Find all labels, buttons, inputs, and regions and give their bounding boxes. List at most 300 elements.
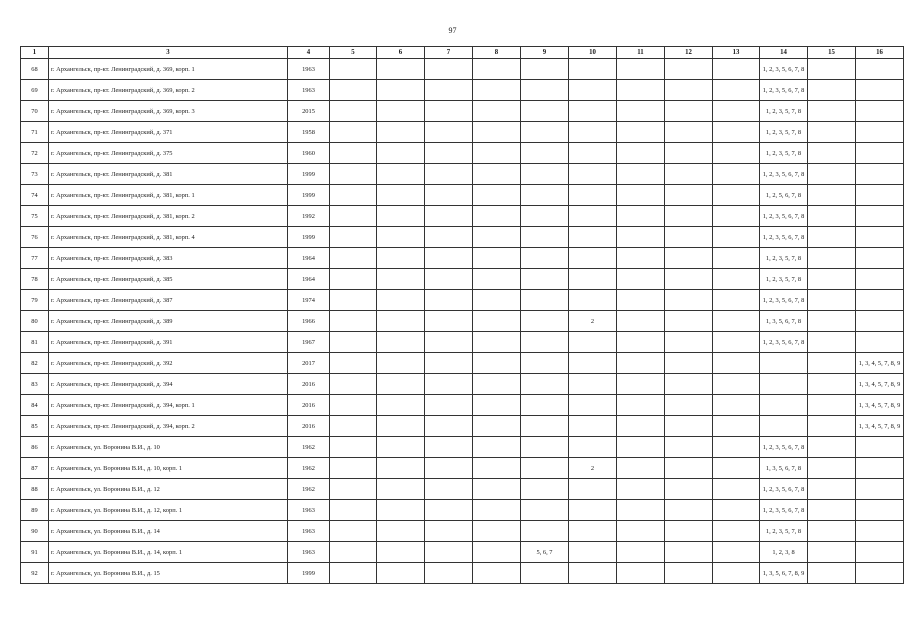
col-9-cell [521, 500, 569, 521]
col-16-cell [856, 437, 904, 458]
col-9-cell [521, 164, 569, 185]
col-11-cell [617, 80, 665, 101]
col-5-cell [330, 479, 377, 500]
col-13-cell [713, 542, 760, 563]
col-13-cell [713, 563, 760, 584]
address-cell: г. Архангельск, пр-кт. Ленинградский, д. 392 [49, 353, 288, 374]
col-16-cell [856, 248, 904, 269]
address-cell: г. Архангельск, пр-кт. Ленинградский, д. 394 [49, 374, 288, 395]
table-row [21, 101, 904, 122]
column-header: 3 [49, 47, 288, 59]
column-header: 9 [521, 47, 569, 59]
row-number-cell: 82 [21, 353, 49, 374]
table-row [21, 353, 904, 374]
table-row [21, 458, 904, 479]
col-5-cell [330, 122, 377, 143]
table-row [21, 332, 904, 353]
row-number-cell: 75 [21, 206, 49, 227]
col-9-cell [521, 458, 569, 479]
col-14-cell: 1, 2, 3, 5, 7, 8 [760, 101, 808, 122]
col-8-cell [473, 206, 521, 227]
col-8-cell [473, 269, 521, 290]
header-row [21, 47, 904, 59]
col-12-cell [665, 311, 713, 332]
table-row [21, 311, 904, 332]
col-12-cell [665, 248, 713, 269]
table-row [21, 290, 904, 311]
col-11-cell [617, 437, 665, 458]
col-11-cell [617, 122, 665, 143]
col-10-cell [569, 80, 617, 101]
col-5-cell [330, 458, 377, 479]
year-cell: 2016 [288, 374, 330, 395]
col-16-cell [856, 206, 904, 227]
year-cell: 2015 [288, 101, 330, 122]
col-9-cell [521, 59, 569, 80]
col-9-cell [521, 122, 569, 143]
col-6-cell [377, 164, 425, 185]
col-13-cell [713, 521, 760, 542]
col-7-cell [425, 164, 473, 185]
col-8-cell [473, 143, 521, 164]
col-10-cell [569, 164, 617, 185]
col-7-cell [425, 500, 473, 521]
col-8-cell [473, 185, 521, 206]
col-6-cell [377, 437, 425, 458]
col-16-cell [856, 80, 904, 101]
year-cell: 1963 [288, 59, 330, 80]
col-15-cell [808, 332, 856, 353]
year-cell: 1963 [288, 80, 330, 101]
col-11-cell [617, 248, 665, 269]
col-10-cell [569, 521, 617, 542]
col-12-cell [665, 479, 713, 500]
col-7-cell [425, 206, 473, 227]
col-15-cell [808, 122, 856, 143]
col-16-cell: 1, 3, 4, 5, 7, 8, 9 [856, 353, 904, 374]
address-cell: г. Архангельск, ул. Воронина В.И., д. 12 [49, 479, 288, 500]
col-14-cell: 1, 3, 5, 6, 7, 8, 9 [760, 563, 808, 584]
col-10-cell: 2 [569, 458, 617, 479]
address-cell: г. Архангельск, ул. Воронина В.И., д. 10, корп. 1 [49, 458, 288, 479]
row-number-cell: 72 [21, 143, 49, 164]
column-header: 15 [808, 47, 856, 59]
col-8-cell [473, 563, 521, 584]
col-7-cell [425, 122, 473, 143]
col-16-cell [856, 479, 904, 500]
col-6-cell [377, 479, 425, 500]
col-9-cell [521, 479, 569, 500]
col-16-cell [856, 500, 904, 521]
col-13-cell [713, 143, 760, 164]
col-5-cell [330, 437, 377, 458]
year-cell: 1966 [288, 311, 330, 332]
col-11-cell [617, 185, 665, 206]
col-5-cell [330, 311, 377, 332]
row-number-cell: 81 [21, 332, 49, 353]
col-10-cell [569, 122, 617, 143]
col-14-cell: 1, 2, 3, 5, 6, 7, 8 [760, 59, 808, 80]
col-14-cell [760, 353, 808, 374]
table-row [21, 500, 904, 521]
col-7-cell [425, 479, 473, 500]
table-row [21, 248, 904, 269]
col-6-cell [377, 122, 425, 143]
year-cell: 1962 [288, 479, 330, 500]
col-6-cell [377, 374, 425, 395]
table-row [21, 416, 904, 437]
col-9-cell [521, 353, 569, 374]
col-15-cell [808, 227, 856, 248]
col-9-cell [521, 248, 569, 269]
col-16-cell [856, 59, 904, 80]
col-13-cell [713, 227, 760, 248]
address-cell: г. Архангельск, пр-кт. Ленинградский, д. 371 [49, 122, 288, 143]
col-16-cell [856, 290, 904, 311]
col-11-cell [617, 542, 665, 563]
col-8-cell [473, 395, 521, 416]
col-16-cell [856, 227, 904, 248]
col-6-cell [377, 563, 425, 584]
row-number-cell: 87 [21, 458, 49, 479]
col-12-cell [665, 59, 713, 80]
col-11-cell [617, 332, 665, 353]
col-13-cell [713, 101, 760, 122]
col-8-cell [473, 479, 521, 500]
column-header: 4 [288, 47, 330, 59]
col-14-cell: 1, 2, 3, 5, 7, 8 [760, 269, 808, 290]
col-5-cell [330, 80, 377, 101]
col-9-cell [521, 437, 569, 458]
col-6-cell [377, 332, 425, 353]
col-13-cell [713, 185, 760, 206]
col-12-cell [665, 332, 713, 353]
col-14-cell: 1, 2, 3, 8 [760, 542, 808, 563]
col-7-cell [425, 374, 473, 395]
row-number-cell: 85 [21, 416, 49, 437]
col-6-cell [377, 500, 425, 521]
col-13-cell [713, 437, 760, 458]
col-7-cell [425, 521, 473, 542]
col-13-cell [713, 332, 760, 353]
col-6-cell [377, 416, 425, 437]
col-16-cell: 1, 3, 4, 5, 7, 8, 9 [856, 374, 904, 395]
col-9-cell [521, 80, 569, 101]
col-14-cell: 1, 2, 3, 5, 6, 7, 8 [760, 206, 808, 227]
col-12-cell [665, 122, 713, 143]
col-12-cell [665, 437, 713, 458]
col-7-cell [425, 437, 473, 458]
col-10-cell [569, 500, 617, 521]
col-8-cell [473, 353, 521, 374]
col-12-cell [665, 269, 713, 290]
col-8-cell [473, 311, 521, 332]
row-number-cell: 80 [21, 311, 49, 332]
col-8-cell [473, 164, 521, 185]
column-header: 5 [330, 47, 377, 59]
col-15-cell [808, 290, 856, 311]
year-cell: 1992 [288, 206, 330, 227]
col-9-cell [521, 416, 569, 437]
col-15-cell [808, 353, 856, 374]
col-7-cell [425, 395, 473, 416]
col-6-cell [377, 311, 425, 332]
address-cell: г. Архангельск, пр-кт. Ленинградский, д. 383 [49, 248, 288, 269]
col-9-cell [521, 521, 569, 542]
col-5-cell [330, 59, 377, 80]
row-number-cell: 84 [21, 395, 49, 416]
table-row [21, 374, 904, 395]
col-12-cell [665, 521, 713, 542]
column-header: 7 [425, 47, 473, 59]
col-6-cell [377, 248, 425, 269]
col-5-cell [330, 332, 377, 353]
col-16-cell [856, 143, 904, 164]
table-row [21, 227, 904, 248]
col-13-cell [713, 500, 760, 521]
table-row [21, 269, 904, 290]
row-number-cell: 70 [21, 101, 49, 122]
address-cell: г. Архангельск, пр-кт. Ленинградский, д. 387 [49, 290, 288, 311]
col-7-cell [425, 101, 473, 122]
col-15-cell [808, 59, 856, 80]
column-header: 12 [665, 47, 713, 59]
table-row [21, 542, 904, 563]
col-5-cell [330, 101, 377, 122]
col-15-cell [808, 248, 856, 269]
col-6-cell [377, 101, 425, 122]
table-row [21, 563, 904, 584]
col-6-cell [377, 59, 425, 80]
col-8-cell [473, 500, 521, 521]
col-15-cell [808, 395, 856, 416]
row-number-cell: 89 [21, 500, 49, 521]
year-cell: 2016 [288, 395, 330, 416]
col-13-cell [713, 374, 760, 395]
col-12-cell [665, 185, 713, 206]
col-12-cell [665, 290, 713, 311]
col-14-cell: 1, 2, 3, 5, 7, 8 [760, 122, 808, 143]
col-7-cell [425, 269, 473, 290]
col-7-cell [425, 185, 473, 206]
table-row [21, 185, 904, 206]
col-13-cell [713, 269, 760, 290]
col-14-cell [760, 395, 808, 416]
col-13-cell [713, 311, 760, 332]
column-header: 10 [569, 47, 617, 59]
col-12-cell [665, 353, 713, 374]
col-6-cell [377, 80, 425, 101]
col-12-cell [665, 416, 713, 437]
col-5-cell [330, 206, 377, 227]
col-10-cell [569, 542, 617, 563]
col-10-cell [569, 290, 617, 311]
col-5-cell [330, 143, 377, 164]
col-13-cell [713, 80, 760, 101]
col-14-cell: 1, 3, 5, 6, 7, 8 [760, 458, 808, 479]
col-6-cell [377, 458, 425, 479]
address-cell: г. Архангельск, ул. Воронина В.И., д. 10 [49, 437, 288, 458]
table-row [21, 80, 904, 101]
col-6-cell [377, 185, 425, 206]
col-8-cell [473, 290, 521, 311]
col-15-cell [808, 458, 856, 479]
col-11-cell [617, 311, 665, 332]
col-8-cell [473, 59, 521, 80]
col-11-cell [617, 206, 665, 227]
row-number-cell: 71 [21, 122, 49, 143]
col-8-cell [473, 101, 521, 122]
col-8-cell [473, 248, 521, 269]
row-number-cell: 90 [21, 521, 49, 542]
col-9-cell [521, 269, 569, 290]
address-cell: г. Архангельск, пр-кт. Ленинградский, д. 369, корп. 2 [49, 80, 288, 101]
col-10-cell [569, 395, 617, 416]
col-5-cell [330, 164, 377, 185]
address-cell: г. Архангельск, пр-кт. Ленинградский, д. 394, корп. 1 [49, 395, 288, 416]
col-9-cell [521, 374, 569, 395]
col-11-cell [617, 521, 665, 542]
col-15-cell [808, 206, 856, 227]
table-row [21, 479, 904, 500]
address-cell: г. Архангельск, пр-кт. Ленинградский, д. 389 [49, 311, 288, 332]
year-cell: 1967 [288, 332, 330, 353]
year-cell: 2016 [288, 416, 330, 437]
column-header: 6 [377, 47, 425, 59]
col-15-cell [808, 479, 856, 500]
col-15-cell [808, 416, 856, 437]
col-14-cell: 1, 2, 3, 5, 7, 8 [760, 143, 808, 164]
col-13-cell [713, 248, 760, 269]
col-14-cell: 1, 2, 3, 5, 6, 7, 8 [760, 164, 808, 185]
col-9-cell [521, 290, 569, 311]
row-number-cell: 78 [21, 269, 49, 290]
col-15-cell [808, 164, 856, 185]
col-7-cell [425, 458, 473, 479]
col-15-cell [808, 80, 856, 101]
col-9-cell [521, 227, 569, 248]
col-8-cell [473, 458, 521, 479]
col-10-cell [569, 206, 617, 227]
col-5-cell [330, 500, 377, 521]
col-10-cell: 2 [569, 311, 617, 332]
col-16-cell [856, 269, 904, 290]
year-cell: 1964 [288, 248, 330, 269]
col-8-cell [473, 521, 521, 542]
col-9-cell [521, 332, 569, 353]
table-row [21, 122, 904, 143]
column-header: 8 [473, 47, 521, 59]
col-5-cell [330, 353, 377, 374]
col-16-cell [856, 122, 904, 143]
year-cell: 1999 [288, 164, 330, 185]
col-13-cell [713, 416, 760, 437]
table-row [21, 521, 904, 542]
col-5-cell [330, 290, 377, 311]
col-10-cell [569, 59, 617, 80]
col-7-cell [425, 563, 473, 584]
col-12-cell [665, 206, 713, 227]
row-number-cell: 74 [21, 185, 49, 206]
col-14-cell: 1, 2, 5, 6, 7, 8 [760, 185, 808, 206]
col-11-cell [617, 374, 665, 395]
row-number-cell: 91 [21, 542, 49, 563]
col-11-cell [617, 269, 665, 290]
col-6-cell [377, 143, 425, 164]
col-16-cell: 1, 3, 4, 5, 7, 8, 9 [856, 416, 904, 437]
col-8-cell [473, 416, 521, 437]
column-header: 11 [617, 47, 665, 59]
col-10-cell [569, 248, 617, 269]
col-5-cell [330, 185, 377, 206]
col-7-cell [425, 542, 473, 563]
col-15-cell [808, 374, 856, 395]
col-5-cell [330, 269, 377, 290]
row-number-cell: 79 [21, 290, 49, 311]
col-14-cell: 1, 2, 3, 5, 6, 7, 8 [760, 500, 808, 521]
row-number-cell: 88 [21, 479, 49, 500]
row-number-cell: 76 [21, 227, 49, 248]
col-7-cell [425, 416, 473, 437]
col-11-cell [617, 458, 665, 479]
col-12-cell [665, 164, 713, 185]
col-8-cell [473, 374, 521, 395]
col-5-cell [330, 416, 377, 437]
col-16-cell [856, 311, 904, 332]
column-header: 14 [760, 47, 808, 59]
col-13-cell [713, 479, 760, 500]
row-number-cell: 68 [21, 59, 49, 80]
row-number-cell: 92 [21, 563, 49, 584]
col-13-cell [713, 164, 760, 185]
col-10-cell [569, 437, 617, 458]
table-row [21, 395, 904, 416]
col-16-cell [856, 164, 904, 185]
col-16-cell [856, 185, 904, 206]
col-5-cell [330, 227, 377, 248]
address-cell: г. Архангельск, пр-кт. Ленинградский, д. 375 [49, 143, 288, 164]
col-15-cell [808, 185, 856, 206]
col-9-cell [521, 101, 569, 122]
year-cell: 1963 [288, 500, 330, 521]
col-15-cell [808, 101, 856, 122]
address-cell: г. Архангельск, пр-кт. Ленинградский, д. 385 [49, 269, 288, 290]
col-14-cell: 1, 2, 3, 5, 6, 7, 8 [760, 80, 808, 101]
col-11-cell [617, 227, 665, 248]
address-cell: г. Архангельск, пр-кт. Ленинградский, д. 394, корп. 2 [49, 416, 288, 437]
col-8-cell [473, 80, 521, 101]
address-cell: г. Архангельск, ул. Воронина В.И., д. 14, корп. 1 [49, 542, 288, 563]
data-table [20, 46, 904, 584]
table-row [21, 143, 904, 164]
year-cell: 1962 [288, 458, 330, 479]
col-14-cell [760, 416, 808, 437]
table-body [21, 59, 904, 584]
col-11-cell [617, 500, 665, 521]
col-14-cell: 1, 2, 3, 5, 6, 7, 8 [760, 332, 808, 353]
address-cell: г. Архангельск, ул. Воронина В.И., д. 14 [49, 521, 288, 542]
col-12-cell [665, 395, 713, 416]
col-14-cell: 1, 2, 3, 5, 6, 7, 8 [760, 479, 808, 500]
year-cell: 2017 [288, 353, 330, 374]
col-6-cell [377, 353, 425, 374]
column-header: 16 [856, 47, 904, 59]
address-cell: г. Архангельск, ул. Воронина В.И., д. 15 [49, 563, 288, 584]
col-10-cell [569, 143, 617, 164]
col-13-cell [713, 353, 760, 374]
col-6-cell [377, 290, 425, 311]
col-11-cell [617, 101, 665, 122]
